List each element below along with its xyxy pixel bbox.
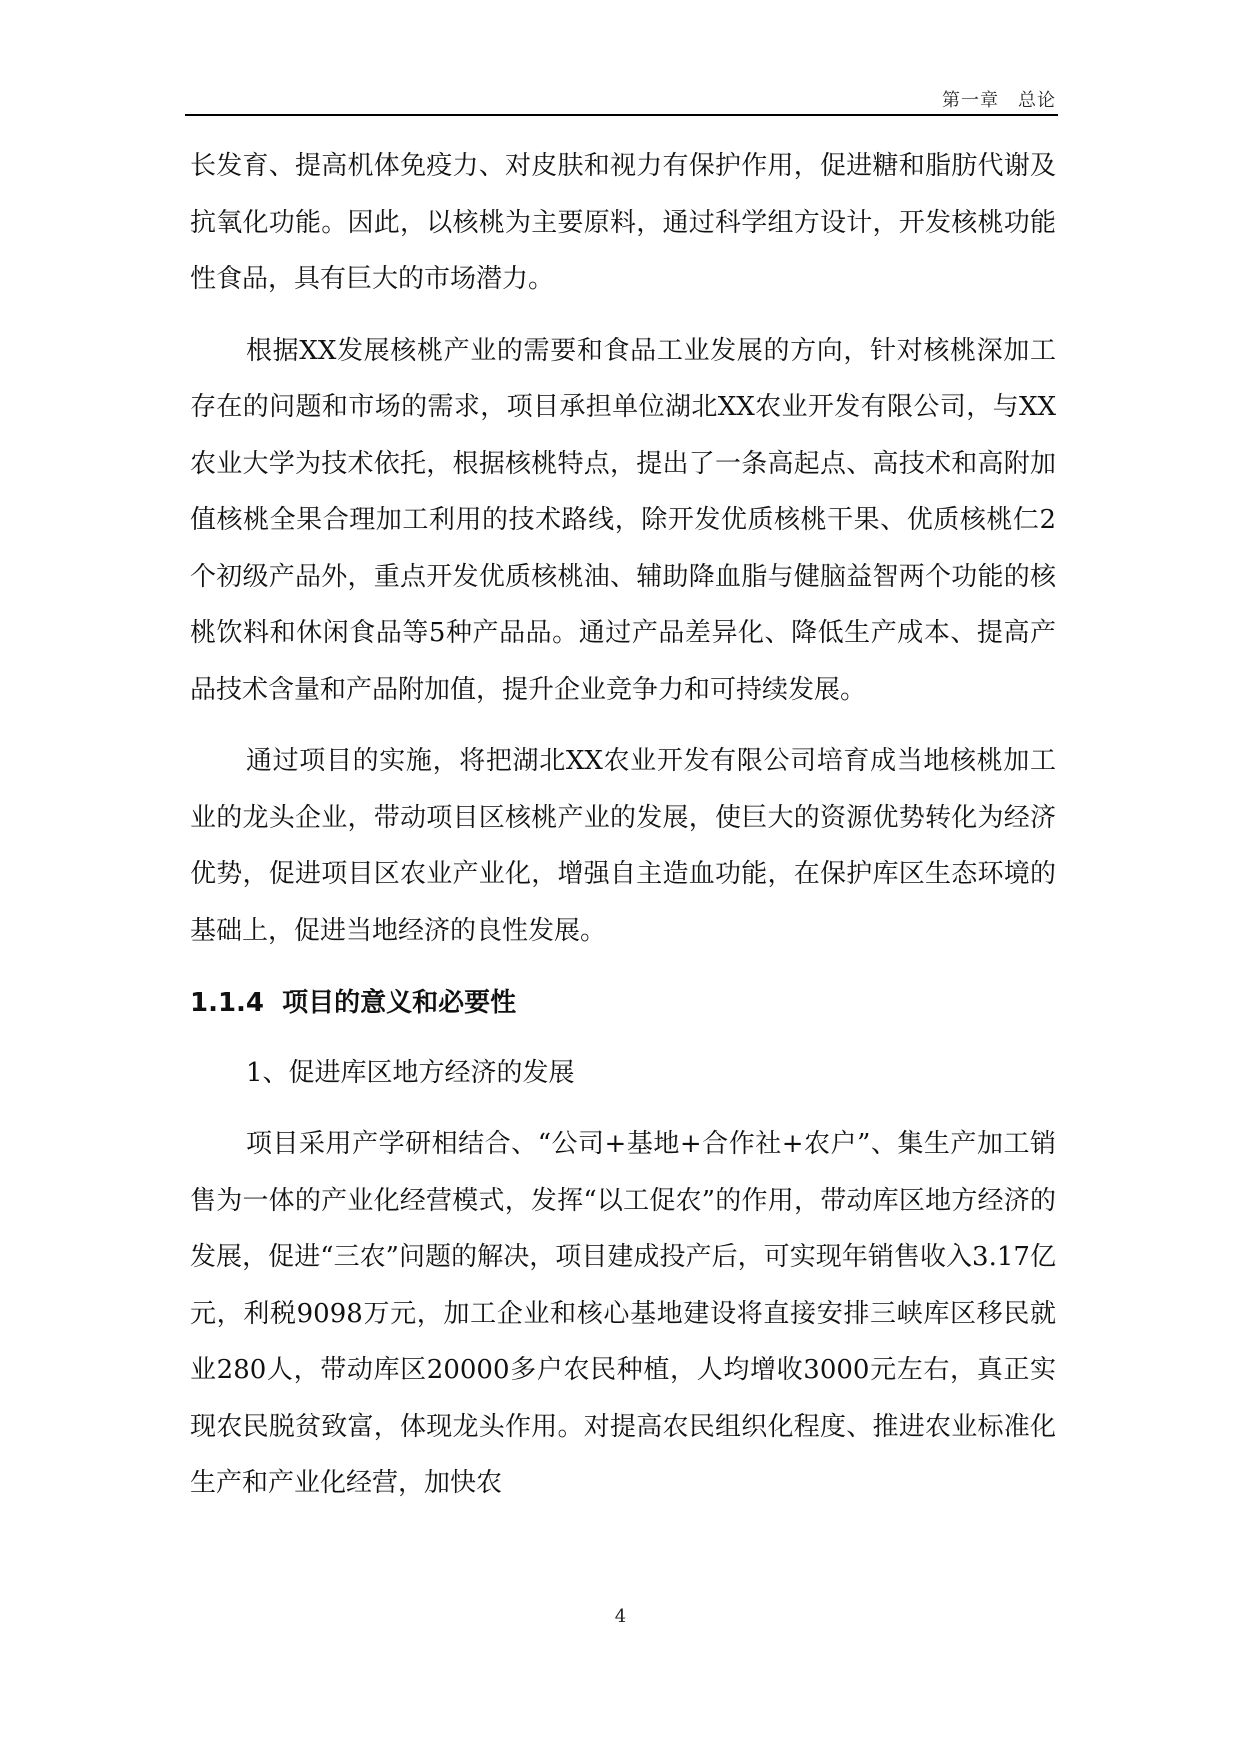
subsection-heading: 1、促进库区地方经济的发展 [246, 1058, 575, 1088]
paragraph-continued: 长发育、提高机体免疫力、对皮肤和视力有保护作用，促进糖和脂肪代谢及抗氧化功能。因此，以核桃为主要原料，通过科学组方设计，开发核桃功能性食品，具有巨大的市场潜力。 [190, 151, 1056, 294]
paragraph-implementation: 通过项目的实施，将把湖北XX农业开发有限公司培育成当地核桃加工业的龙头企业，带动项目区核桃产业的发展，使巨大的资源优势转化为经济优势，促进项目区农业产业化，增强自主造血功能，在保护库区生态环境的基础上，促进当地经济的良性发展。 [190, 746, 1056, 946]
section-number: 1.1.4 [190, 988, 265, 1018]
header-rule [185, 114, 1058, 116]
paragraph-economic-impact: 项目采用产学研相结合、“公司+基地+合作社+农户”、集生产加工销售为一体的产业化经营模式，发挥“以工促农”的作用，带动库区地方经济的发展，促进“三农”问题的解决，项目建成投产后，可实现年销售收入3.17亿元，利税9098万元，加工企业和核心基地建设将直接安排三峡库区移民就业280人，带动库区20000多户农民种植，人均增收3000元左右，真正实现农民脱贫致富，体现龙头作用。对提高农民组织化程度、推进农业标准化生产和产业化经营，加快农 [190, 1129, 1056, 1498]
section-heading [190, 975, 1056, 1031]
running-header: 第一章 总论 [942, 90, 1056, 111]
section-title: 项目的意义和必要性 [282, 988, 517, 1018]
paragraph-development-plan: 根据XX发展核桃产业的需要和食品工业发展的方向，针对核桃深加工存在的问题和市场的需求，项目承担单位湖北XX农业开发有限公司，与XX农业大学为技术依托，根据核桃特点，提出了一条高起点、高技术和高附加值核桃全果合理加工利用的技术路线，除开发优质核桃干果、优质核桃仁2个初级产品外，重点开发优质核桃油、辅助降血脂与健脑益智两个功能的核桃饮料和休闲食品等5种产品品。通过产品差异化、降低生产成本、提高产品技术含量和产品附加值，提升企业竞争力和可持续发展。 [190, 335, 1056, 705]
page-number: 4 [614, 1606, 627, 1627]
page-body [190, 138, 1056, 1512]
